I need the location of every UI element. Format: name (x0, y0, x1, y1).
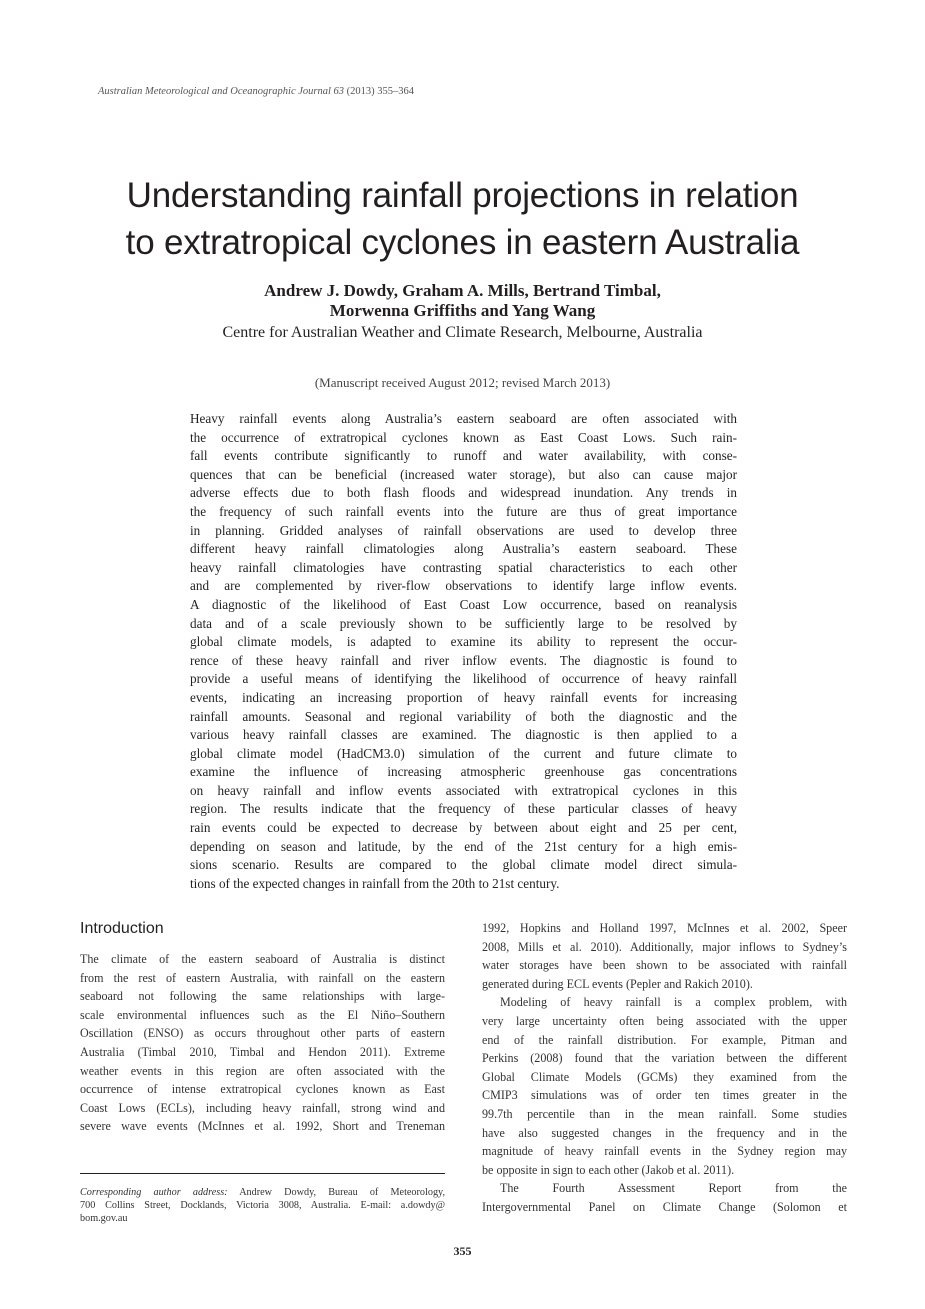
manuscript-dates: (Manuscript received August 2012; revised March 2013) (314, 375, 611, 390)
abstract-line: quences that can be beneficial (increased water storage), but also can cause major (190, 466, 737, 482)
abstract-line: different heavy rainfall climatologies along Australia’s eastern seaboard. These (190, 541, 737, 557)
abstract-line: Heavy rainfall events along Australia’s eastern seaboard are often associated with (190, 411, 737, 426)
abstract-line: rainfall amounts. Seasonal and regional variability of both the diagnostic and the (190, 708, 737, 724)
abstract-line: depending on season and latitude, by the end of the 21st century for a high emis- (190, 838, 737, 854)
abstract-line: fall events contribute significantly to runoff and water availability, with conse- (190, 448, 737, 464)
abstract-line: the frequency of such rainfall events into the future are thus of great importance (190, 503, 737, 519)
journal-name: Australian Meteorological and Oceanographic Journal (98, 86, 331, 97)
footnote-line: bom.gov.au (80, 1213, 128, 1224)
abstract-line: in planning. Gridded analyses of rainfall observations are used to develop three (190, 522, 737, 538)
author-list (40, 281, 885, 321)
title-line: Understanding rainfall projections in relation (126, 176, 799, 215)
abstract-line: global climate models, is adapted to examine its ability to represent the occur- (190, 634, 737, 650)
abstract-line: provide a useful means of identifying the likelihood of occurrence of heavy rainfall (190, 671, 737, 687)
abstract-line: region. The results indicate that the frequency of these particular classes of heavy (190, 801, 737, 817)
footnote-line: 700 Collins Street, Docklands, Victoria 3008, Australia. E-mail: a.dowdy@ (80, 1200, 445, 1211)
body-line: Intergovernmental Panel on Climate Change (Solomon et (482, 1199, 847, 1214)
abstract-line: events, indicating an increasing proportion of heavy rainfall events for increasing (190, 689, 737, 705)
body-line: be opposite in sign to each other (Jakob et al. 2011). (482, 1162, 735, 1177)
body-line: Oscillation (ENSO) as occurs throughout other parts of eastern (80, 1026, 445, 1041)
affiliation: Centre for Australian Weather and Climate Research, Melbourne, Australia (222, 324, 703, 341)
abstract-line: various heavy rainfall classes are examined. The diagnostic is then applied to a (190, 727, 737, 743)
body-column-left (80, 950, 445, 1136)
body-line: end of the rainfall distribution. For example, Pitman and (482, 1032, 847, 1047)
body-line: generated during ECL events (Pepler and Rakich 2010). (482, 976, 753, 991)
footnote-label: Corresponding author address: (80, 1187, 228, 1198)
body-line: 1992, Hopkins and Holland 1997, McInnes et al. 2002, Speer (482, 921, 847, 935)
abstract-line: on heavy rainfall and inflow events associated with extratropical cyclones in this (190, 782, 737, 798)
abstract-line: rain events could be expected to decrease by between about eight and 25 per cent, (190, 820, 737, 836)
abstract-line: tions of the expected changes in rainfall from the 20th to 21st century. (190, 875, 560, 891)
body-line: have also suggested changes in the frequency and in the (482, 1125, 847, 1140)
abstract-line: global climate model (HadCM3.0) simulation of the current and future climate to (190, 745, 737, 761)
abstract-line: adverse effects due to both flash floods and widespread inundation. Any trends in (190, 485, 737, 501)
paper-title (40, 172, 885, 266)
journal-header (98, 86, 414, 97)
body-line: seaboard not following the same relationships with large- (80, 989, 445, 1004)
body-column-right (482, 919, 847, 1217)
abstract-line: sions scenario. Results are compared to the global climate model direct simula- (190, 857, 737, 873)
body-line: scale environmental influences such as the El Niño–Southern (80, 1007, 445, 1022)
body-line: from the rest of eastern Australia, with rainfall on the eastern (80, 970, 445, 985)
journal-year-pages: (2013) 355–364 (346, 86, 415, 97)
body-line: Coast Lows (ECLs), including heavy rainfall, strong wind and (80, 1100, 445, 1115)
abstract-line: and are complemented by river-flow observations to identify large inflow events. (190, 578, 737, 594)
body-line: weather events in this region are often associated with the (80, 1063, 445, 1078)
body-line: Perkins (2008) found that the variation between the different (482, 1051, 847, 1066)
body-line: Modeling of heavy rainfall is a complex problem, with (500, 995, 847, 1010)
body-line: magnitude of heavy rainfall events in the Sydney region may (482, 1144, 847, 1159)
abstract-line: examine the influence of increasing atmospheric greenhouse gas concentrations (190, 764, 737, 780)
body-line: severe wave events (McInnes et al. 1992, Short and Treneman (80, 1119, 445, 1134)
page-number: 355 (453, 1244, 472, 1258)
abstract-line: rence of these heavy rainfall and river inflow events. The diagnostic is found to (190, 652, 737, 668)
abstract-line: data and of a scale previously shown to be sufficiently large to be resolved by (190, 615, 737, 631)
body-line: water storages have been shown to be associated with rainfall (482, 958, 847, 973)
footnote-divider (80, 1173, 445, 1174)
abstract-line: the occurrence of extratropical cyclones known as East Coast Lows. Such rain- (190, 429, 737, 445)
author-line: Morwenna Griffiths and Yang Wang (329, 301, 596, 320)
journal-volume: 63 (333, 86, 345, 97)
section-heading-introduction: Introduction (80, 920, 164, 937)
body-line: Global Climate Models (GCMs) they examined from the (482, 1069, 847, 1084)
footnote-text: Andrew Dowdy, Bureau of Meteorology, (239, 1187, 445, 1198)
body-line: The climate of the eastern seaboard of Australia is distinct (80, 952, 445, 966)
footnote (80, 1186, 445, 1225)
title-line: to extratropical cyclones in eastern Australia (125, 223, 800, 262)
body-line: CMIP3 simulations was of order ten times greater in the (482, 1088, 847, 1103)
body-line: The Fourth Assessment Report from the (500, 1181, 847, 1196)
body-line: occurrence of intense extratropical cyclones known as East (80, 1082, 445, 1097)
body-line: 99.7th percentile than in the mean rainfall. Some studies (482, 1106, 847, 1121)
abstract-line: heavy rainfall climatologies have contrasting spatial characteristics to each other (190, 559, 737, 575)
body-line: very large uncertainty often being associated with the upper (482, 1013, 847, 1028)
author-line: Andrew J. Dowdy, Graham A. Mills, Bertrand Timbal, (264, 281, 661, 300)
abstract (190, 410, 737, 893)
footnote-line (80, 1186, 445, 1199)
body-line: Australia (Timbal 2010, Timbal and Hendon 2011). Extreme (80, 1044, 445, 1059)
body-line: 2008, Mills et al. 2010). Additionally, major inflows to Sydney’s (482, 939, 847, 954)
abstract-line: A diagnostic of the likelihood of East Coast Low occurrence, based on reanalysis (190, 596, 737, 612)
